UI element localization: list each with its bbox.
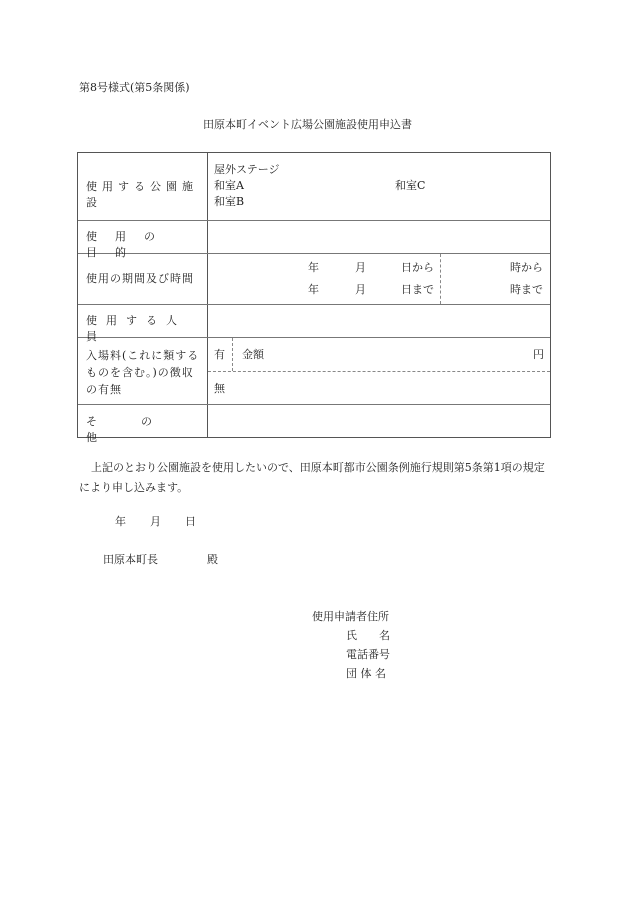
form-number: 第8号様式(第5条関係): [79, 81, 190, 94]
people-label: 使用する人員: [86, 314, 186, 343]
people-field[interactable]: [208, 305, 551, 337]
date-month[interactable]: 月: [150, 515, 161, 528]
applicant-group-label: 団 体 名: [346, 667, 386, 680]
facility-option-washitsu-c[interactable]: 和室C: [395, 179, 426, 192]
fee-amount-label: 金額: [242, 348, 264, 361]
facility-option-outdoor-stage[interactable]: 屋外ステージ: [214, 163, 280, 176]
period-to-year[interactable]: 年: [308, 283, 319, 296]
facility-option-washitsu-b[interactable]: 和室B: [214, 195, 245, 208]
period-label: 使用の期間及び時間: [86, 272, 194, 285]
fee-yes-divider: [232, 338, 233, 371]
date-year[interactable]: 年: [115, 515, 126, 528]
facility-label-text: 使用する公園施設: [86, 180, 198, 209]
facility-option-washitsu-a[interactable]: 和室A: [214, 179, 244, 192]
fee-no-option[interactable]: 無: [214, 382, 225, 395]
application-statement: 上記のとおり公園施設を使用したいので、田原本町都市公園条例施行規則第5条第1項の規定により申し込みます。: [79, 461, 545, 494]
period-from-day[interactable]: 日から: [401, 261, 434, 274]
addressee-honorific: 殿: [207, 553, 218, 566]
purpose-label: 使用の目的: [86, 230, 173, 259]
other-field[interactable]: [208, 405, 551, 438]
application-table: [77, 152, 551, 444]
label-column-divider: [207, 153, 208, 437]
fee-label: 入場料(これに類するものを含む。)の徴収の有無: [86, 349, 200, 396]
period-from-year[interactable]: 年: [308, 261, 319, 274]
date-day[interactable]: 日: [185, 515, 196, 528]
period-to-month[interactable]: 月: [355, 283, 366, 296]
facility-label: [86, 179, 200, 211]
applicant-address-label: 使用申請者住所: [312, 610, 389, 623]
addressee-name: 田原本町長: [103, 553, 158, 566]
fee-currency: 円: [533, 348, 544, 361]
period-from-hour[interactable]: 時から: [510, 261, 543, 274]
period-hour-divider: [440, 254, 441, 304]
applicant-name-label: 氏 名: [346, 629, 390, 642]
other-label: その他: [86, 415, 196, 444]
period-from-month[interactable]: 月: [355, 261, 366, 274]
fee-yes-option[interactable]: 有: [214, 348, 225, 361]
applicant-phone-label: 電話番号: [346, 648, 390, 661]
period-to-hour[interactable]: 時まで: [510, 283, 543, 296]
period-to-day[interactable]: 日まで: [401, 283, 434, 296]
document-title: 田原本町イベント広場公園施設使用申込書: [203, 118, 412, 131]
purpose-field[interactable]: [208, 221, 551, 253]
fee-yes-no-divider: [208, 371, 550, 372]
